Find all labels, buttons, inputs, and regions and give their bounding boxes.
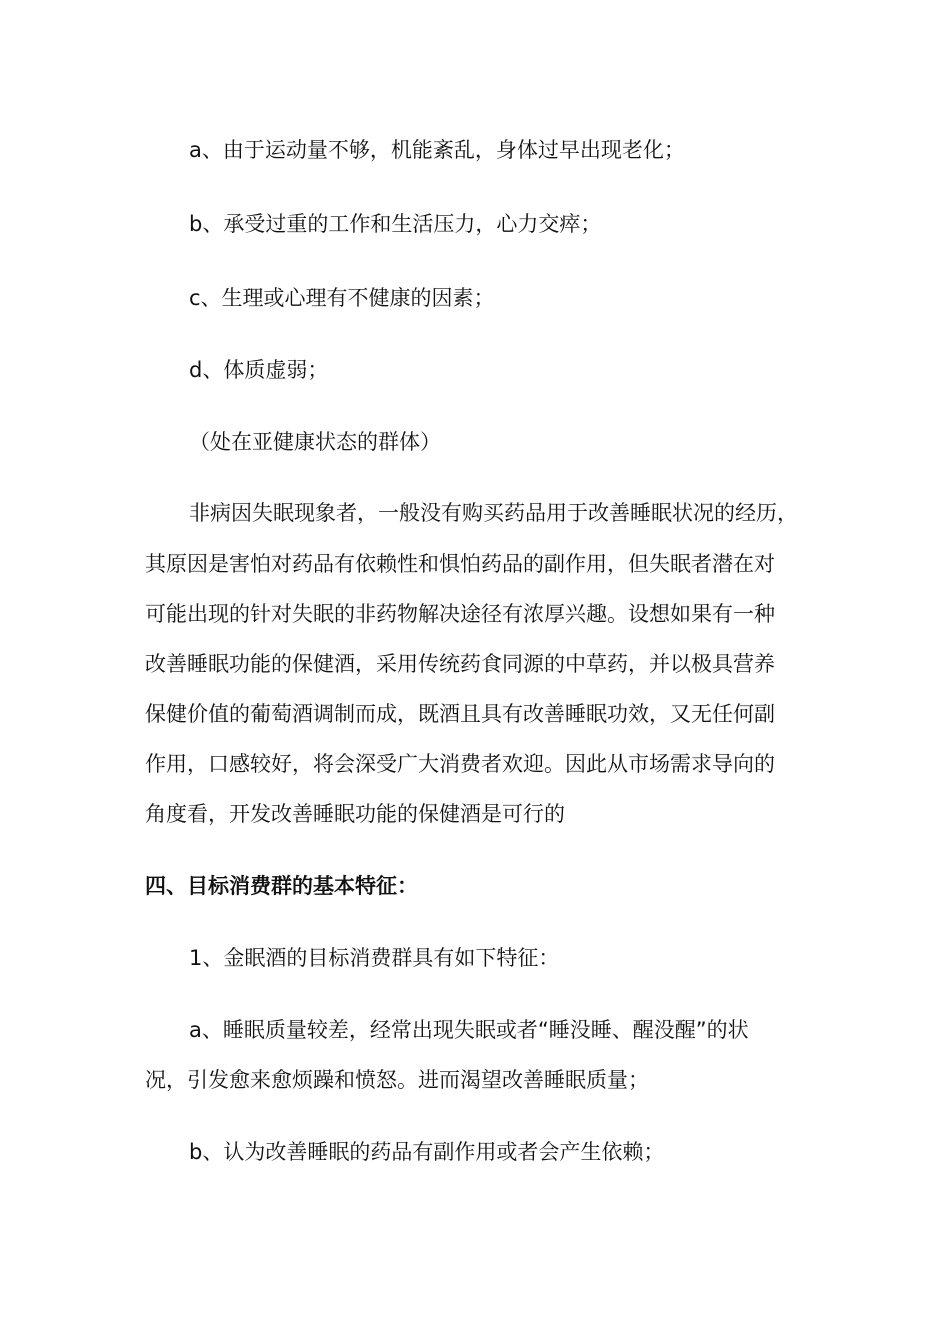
list-item-c: c、生理或心理有不健康的因素； [189,286,495,310]
paragraph-line: a、睡眠质量较差，经常出现失眠或者“睡没睡、醒没醒”的状 [189,1018,749,1042]
section-heading: 四、目标消费群的基本特征： [145,874,418,898]
paragraph-line: 非病因失眠现象者，一般没有购买药品用于改善睡眠状况的经历， [189,501,798,525]
paragraph-line: 保健价值的葡萄酒调制而成，既酒且具有改善睡眠功效，又无任何副 [145,702,775,726]
list-item-a: a、由于运动量不够，机能紊乱，身体过早出现老化； [189,138,685,162]
list-item-d: d、体质虚弱； [189,358,329,382]
list-item-b: b、承受过重的工作和生活压力，心力交瘁； [189,212,602,236]
subheading: 1、金眠酒的目标消费群具有如下特征： [189,946,560,970]
group-note: （处在亚健康状态的群体） [189,430,441,454]
paragraph-line: 角度看，开发改善睡眠功能的保健酒是可行的 [145,802,565,826]
paragraph-line: 作用，口感较好，将会深受广大消费者欢迎。因此从市场需求导向的 [145,752,775,776]
paragraph-line: 况，引发愈来愈烦躁和愤怒。进而渴望改善睡眠质量； [145,1068,649,1092]
paragraph-line: 改善睡眠功能的保健酒，采用传统药食同源的中草药，并以极具营养 [145,652,775,676]
paragraph-line: 可能出现的针对失眠的非药物解决途径有浓厚兴趣。设想如果有一种 [145,602,775,626]
paragraph-line: 其原因是害怕对药品有依赖性和惧怕药品的副作用，但失眠者潜在对 [145,552,775,576]
feature-b: b、认为改善睡眠的药品有副作用或者会产生依赖； [189,1140,665,1164]
